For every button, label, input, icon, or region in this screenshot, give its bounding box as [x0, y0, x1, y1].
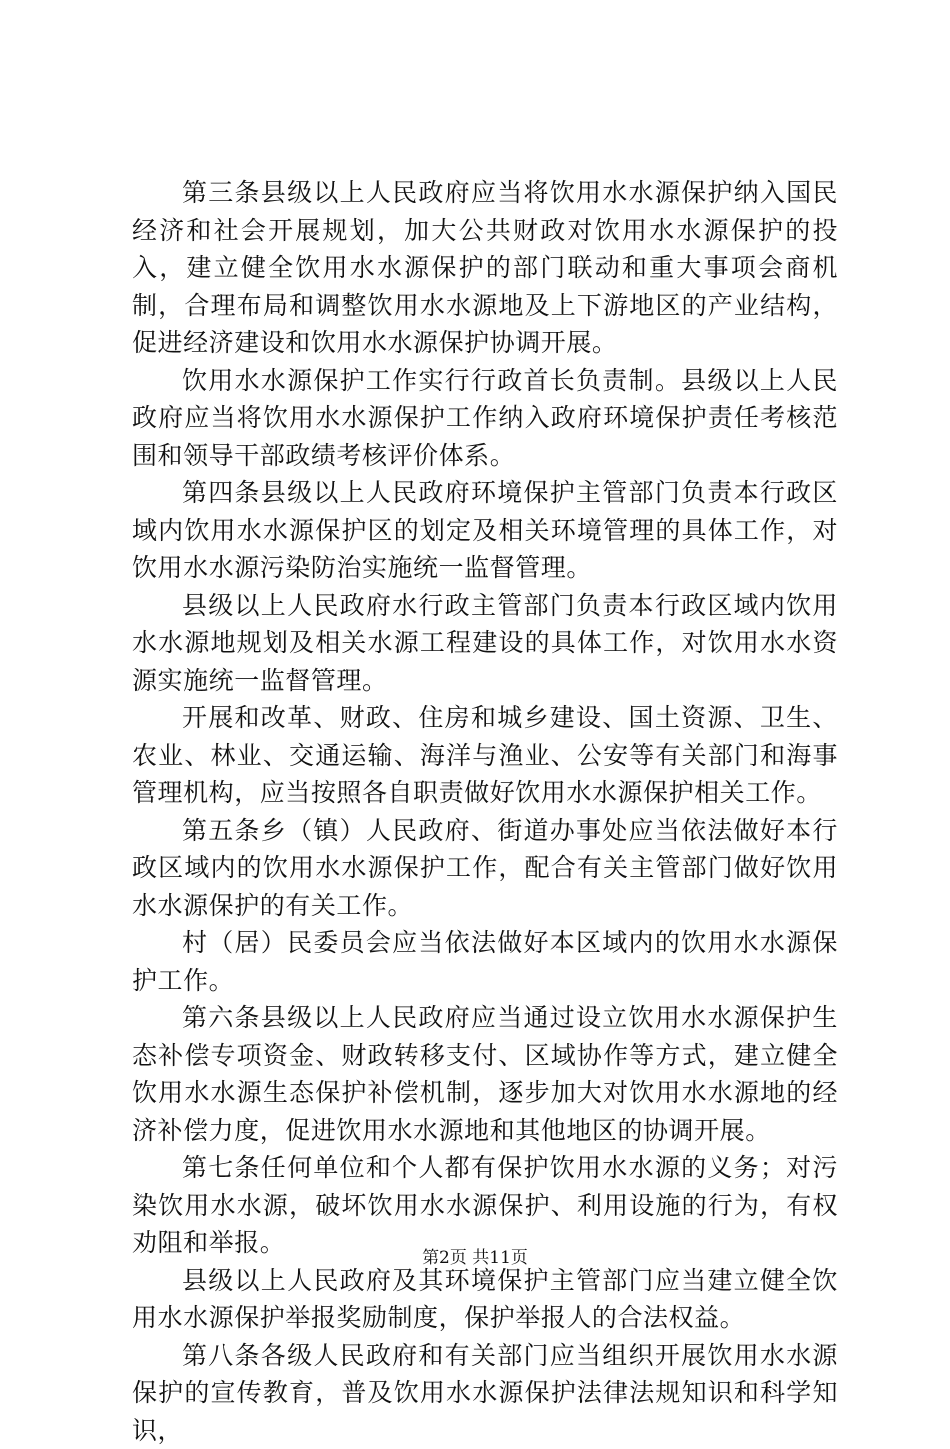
- paragraph-village-committee: 村（居）民委员会应当依法做好本区域内的饮用水水源保护工作。: [132, 924, 838, 999]
- page-number-footer: 第2页 共11页: [0, 1243, 950, 1268]
- paragraph-article-4: 第四条县级以上人民政府环境保护主管部门负责本行政区域内饮用水水源保护区的划定及相关环境管理的具体工作，对饮用水水源污染防治实施统一监督管理。: [132, 474, 838, 587]
- paragraph-reporting-reward: 县级以上人民政府及其环境保护主管部门应当建立健全饮用水水源保护举报奖励制度，保护举报人的合法权益。: [132, 1262, 838, 1337]
- paragraph-article-7: 第七条任何单位和个人都有保护饮用水水源的义务；对污染饮用水水源，破坏饮用水水源保护、利用设施的行为，有权劝阻和举报。: [132, 1149, 838, 1262]
- paragraph-article-8: 第八条各级人民政府和有关部门应当组织开展饮用水水源保护的宣传教育，普及饮用水水源保护法律法规知识和科学知识，: [132, 1337, 838, 1449]
- paragraph-article-6: 第六条县级以上人民政府应当通过设立饮用水水源保护生态补偿专项资金、财政转移支付、区域协作等方式，建立健全饮用水水源生态保护补偿机制，逐步加大对饮用水水源地的经济补偿力度，促进饮用水水源地和其他地区的协调开展。: [132, 999, 838, 1149]
- paragraph-related-departments: 开展和改革、财政、住房和城乡建设、国土资源、卫生、农业、林业、交通运输、海洋与渔业、公安等有关部门和海事管理机构，应当按照各自职责做好饮用水水源保护相关工作。: [132, 699, 838, 812]
- paragraph-water-administration: 县级以上人民政府水行政主管部门负责本行政区域内饮用水水源地规划及相关水源工程建设的具体工作，对饮用水水资源实施统一监督管理。: [132, 587, 838, 700]
- paragraph-leader-responsibility: 饮用水水源保护工作实行行政首长负责制。县级以上人民政府应当将饮用水水源保护工作纳入政府环境保护责任考核范围和领导干部政绩考核评价体系。: [132, 362, 838, 475]
- paragraph-article-5: 第五条乡（镇）人民政府、街道办事处应当依法做好本行政区域内的饮用水水源保护工作，配合有关主管部门做好饮用水水源保护的有关工作。: [132, 812, 838, 925]
- paragraph-article-3: 第三条县级以上人民政府应当将饮用水水源保护纳入国民经济和社会开展规划，加大公共财政对饮用水水源保护的投入，建立健全饮用水水源保护的部门联动和重大事项会商机制，合理布局和调整饮用水水源地及上下游地区的产业结构，促进经济建设和饮用水水源保护协调开展。: [132, 174, 838, 362]
